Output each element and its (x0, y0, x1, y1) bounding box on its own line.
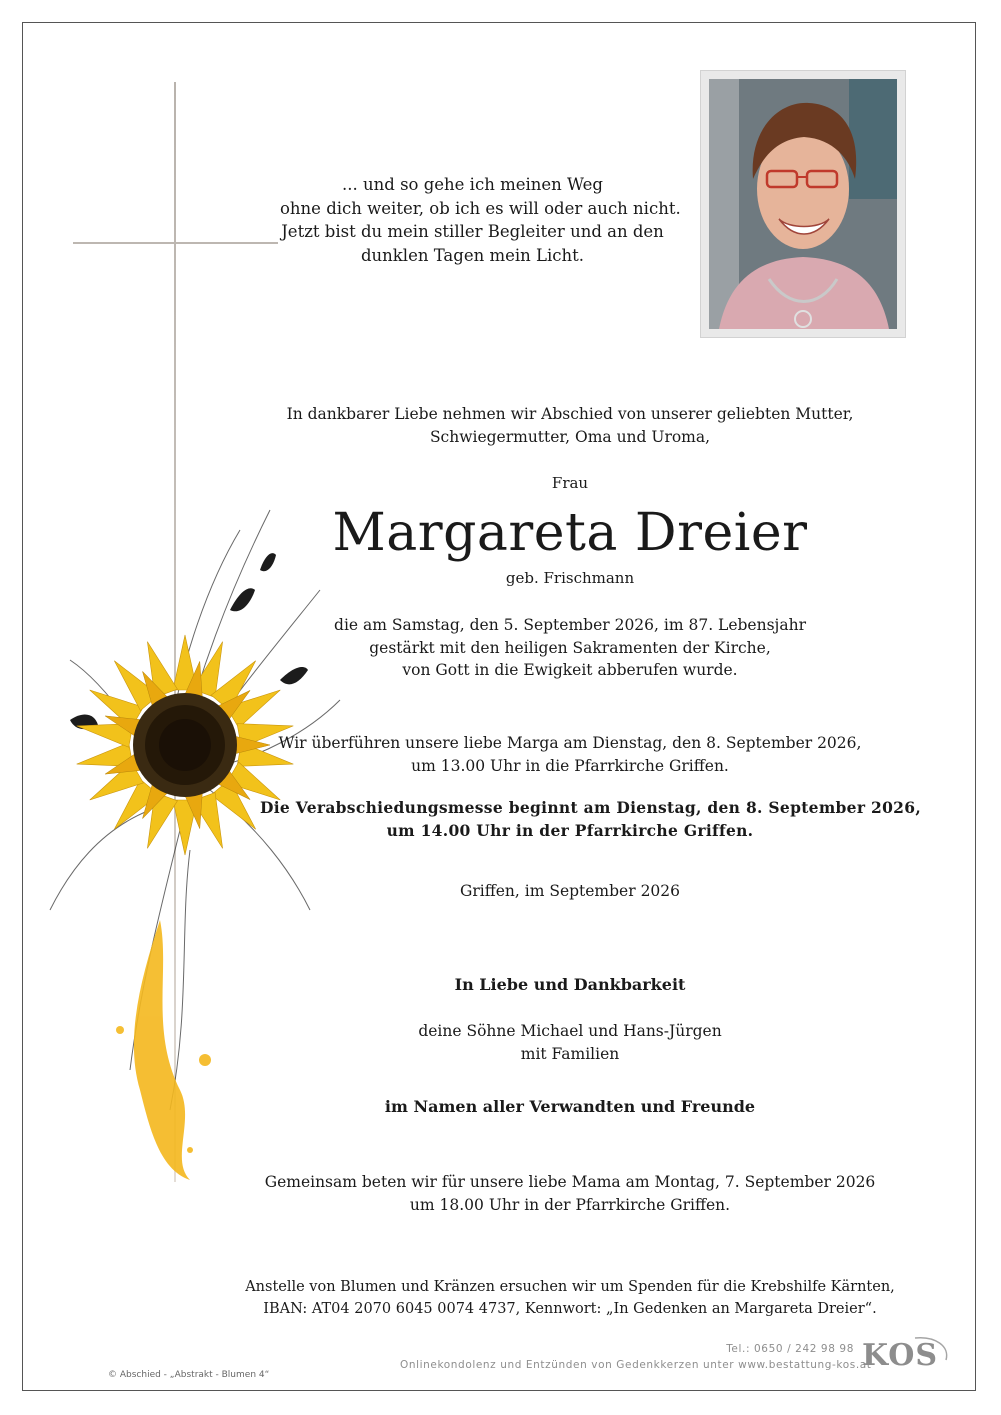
copyright-note: © Abschied - „Abstrakt - Blumen 4“ (108, 1370, 270, 1380)
family-line: mit Familien (520, 1044, 620, 1063)
prayer-notice (250, 1171, 890, 1216)
poem-line: dunklen Tagen mein Licht. (360, 245, 585, 265)
poem-line: Jetzt bist du mein stiller Begleiter und an den (281, 222, 664, 241)
death-line: von Gott in die Ewigkeit abberufen wurde. (402, 661, 738, 679)
poem-line: ohne dich weiter, ob ich es will oder auch nicht. (280, 198, 681, 218)
intro-line: Schwiegermutter, Oma und Uroma, (429, 428, 711, 446)
poem-line: ... und so gehe ich meinen Weg (342, 175, 603, 194)
poem-verse (280, 173, 681, 267)
family-line: deine Söhne Michael und Hans-Jürgen (418, 1022, 722, 1040)
transfer-line: um 13.00 Uhr in die Pfarrkirche Griffen. (411, 756, 729, 775)
funeral-mass-notice (260, 797, 922, 842)
birth-name: geb. Frischmann (505, 569, 635, 587)
transfer-line: Wir überführen unsere liebe Marga am Dienstag, den 8. September 2026, (278, 734, 862, 752)
contact-phone: Tel.: 0650 / 242 98 98 (726, 1343, 854, 1355)
donation-line: Anstelle von Blumen und Kränzen ersuchen wir um Spenden für die Krebshilfe Kärnten, (245, 1279, 895, 1295)
cross-horizontal-bar (73, 242, 278, 244)
deceased-name: Margareta Dreier (332, 503, 808, 563)
prayer-line: Gemeinsam beten wir für unsere liebe Mama am Montag, 7. September 2026 (264, 1173, 876, 1191)
paint-splash (116, 920, 211, 1180)
donation-request (210, 1277, 930, 1320)
closing-phrase: In Liebe und Dankbarkeit (454, 975, 686, 994)
relatives-phrase: im Namen aller Verwandten und Freunde (384, 1097, 756, 1116)
portrait-photo (709, 79, 897, 329)
portrait-illustration (709, 79, 897, 329)
death-line: gestärkt mit den heiligen Sakramenten der Kirche, (369, 638, 771, 657)
prayer-line: um 18.00 Uhr in der Pfarrkirche Griffen. (409, 1195, 731, 1214)
death-line: die am Samstag, den 5. September 2026, im 87. Lebensjahr (334, 616, 806, 634)
mass-line: um 14.00 Uhr in der Pfarrkirche Griffen. (386, 820, 754, 840)
mass-line: Die Verabschiedungsmesse beginnt am Dienstag, den 8. September 2026, (260, 798, 922, 817)
portrait-frame (700, 70, 906, 338)
intro-line: In dankbarer Liebe nehmen wir Abschied von unserer geliebten Mutter, (286, 405, 854, 423)
death-notice (300, 614, 840, 682)
transfer-notice (270, 732, 870, 777)
intro-text (270, 403, 870, 449)
family-mourners (380, 1020, 760, 1065)
kos-logo (860, 1334, 950, 1378)
logo-text: KOS (862, 1338, 939, 1373)
contact-online[interactable]: Onlinekondolenz und Entzünden von Gedenkkerzen unter www.bestattung-kos.at (400, 1359, 872, 1371)
place-date: Griffen, im September 2026 (459, 882, 681, 900)
contact-info (400, 1341, 872, 1373)
donation-line: IBAN: AT04 2070 6045 0074 4737, Kennwort: „In Gedenken an Margareta Dreier“. (263, 1300, 877, 1317)
salutation: Frau (551, 474, 589, 492)
